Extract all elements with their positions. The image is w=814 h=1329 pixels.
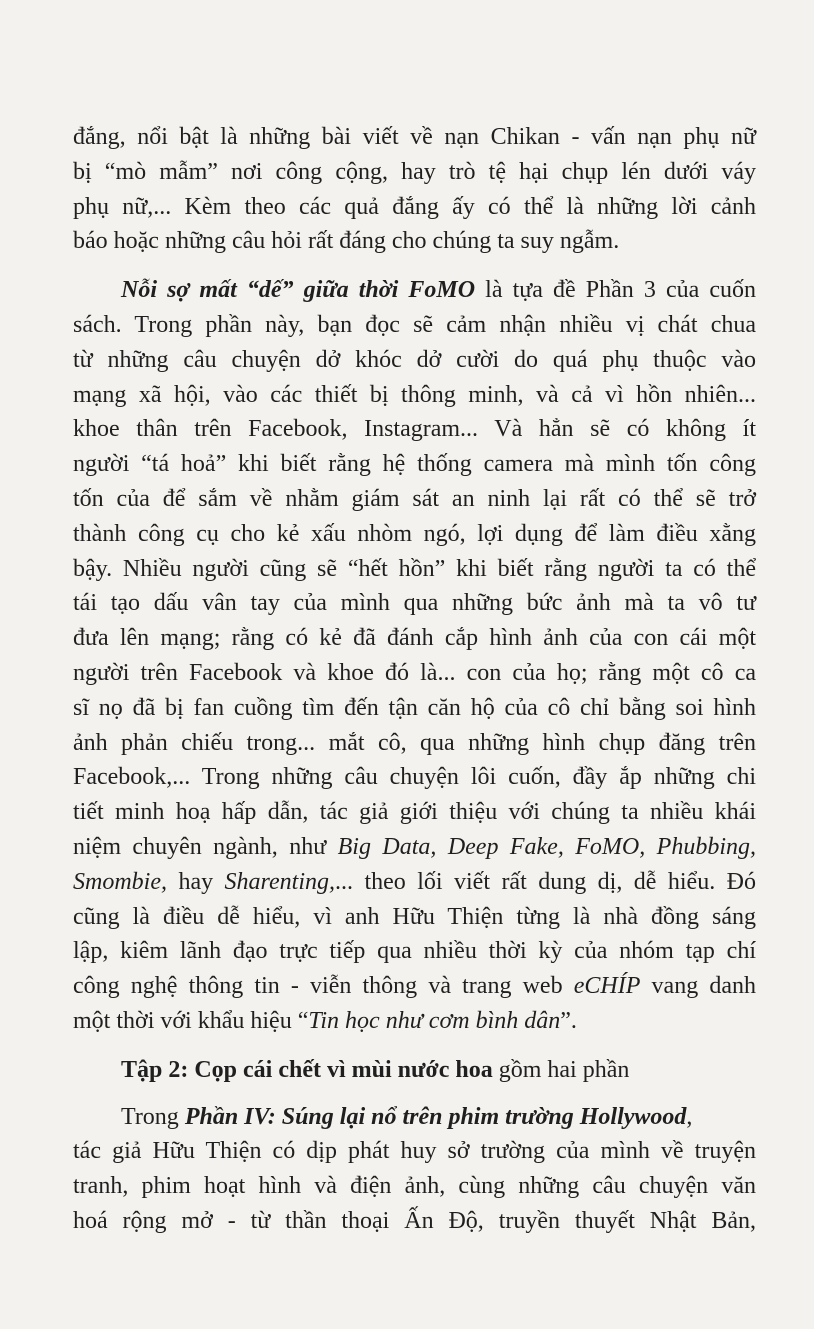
text-line: tác giả Hữu Thiện có dịp phát huy sở trường của mình về truyện xyxy=(73,1138,756,1165)
tap2-title: Tập 2: Cọp cái chết vì mùi nước hoa xyxy=(121,1056,493,1083)
text-line: Facebook,... Trong những câu chuyện lôi cuốn, đầy ắp những chi xyxy=(73,764,756,791)
text-line: báo hoặc những câu hỏi rất đáng cho chúng ta suy ngẫm. xyxy=(73,228,620,255)
text-line xyxy=(73,1100,756,1135)
text-line: cũng là điều dễ hiểu, vì anh Hữu Thiện từng là nhà đồng sáng xyxy=(73,903,756,930)
text-line: thành công cụ cho kẻ xấu nhòm ngó, lợi dụng để làm điều xằng xyxy=(73,520,756,547)
part3-paragraph xyxy=(73,273,756,1039)
text-segment: vang danh xyxy=(640,973,756,1000)
text-segment: một thời với khẩu hiệu “ xyxy=(73,1007,309,1034)
intro-paragraph xyxy=(73,120,756,259)
text-segment: ... theo lối viết rất dung dị, dễ hiểu. Đó xyxy=(334,868,756,895)
term-list: Big Data, Deep Fake, FoMO, Phubbing, xyxy=(337,833,756,860)
text-line: bậy. Nhiều người cũng sẽ “hết hồn” khi biết rằng người ta có thể xyxy=(73,555,756,582)
text-line xyxy=(73,1053,756,1088)
term-sharenting: Sharenting, xyxy=(224,868,335,895)
text-line xyxy=(73,969,756,1004)
term-echip: eCHÍP xyxy=(573,973,641,1000)
text-line: người “tá hoả” khi biết rằng hệ thống camera mà mình tốn công xyxy=(73,451,756,478)
text-line: đưa lên mạng; rằng có kẻ đã đánh cắp hình ảnh của con cái một xyxy=(73,625,756,652)
part3-title: Nỗi sợ mất “dế” giữa thời FoMO xyxy=(121,277,476,304)
text-segment: hay xyxy=(166,868,225,895)
text-segment: , xyxy=(686,1103,693,1130)
text-line: tốn của để sắm về nhằm giám sát an ninh lại rất có thể sẽ trở xyxy=(73,485,756,512)
text-line: phụ nữ,... Kèm theo các quả đắng ấy có thể là những lời cảnh xyxy=(73,193,756,220)
text-line xyxy=(73,865,756,900)
part4-title: Phần IV: Súng lại nổ trên phim trường Hollywood xyxy=(184,1103,687,1130)
text-segment: gồm hai phần xyxy=(492,1056,630,1083)
text-segment: công nghệ thông tin - viễn thông và trang web xyxy=(73,973,574,1000)
text-line xyxy=(73,273,756,308)
text-line: tranh, phim hoạt hình và điện ảnh, cùng những câu chuyện văn xyxy=(73,1173,756,1200)
text-line: người trên Facebook và khoe đó là... con của họ; rằng một cô ca xyxy=(73,659,756,686)
text-line: đắng, nổi bật là những bài viết về nạn Chikan - vấn nạn phụ nữ xyxy=(73,124,756,150)
text-line xyxy=(73,830,756,865)
part4-paragraph xyxy=(73,1100,756,1239)
text-segment: là tựa đề Phần 3 của cuốn xyxy=(475,277,757,304)
text-line: từ những câu chuyện dở khóc dở cười do quá phụ thuộc vào xyxy=(73,346,756,373)
text-line: lập, kiêm lãnh đạo trực tiếp qua nhiều thời kỳ của nhóm tạp chí xyxy=(73,938,756,965)
text-segment: Trong xyxy=(121,1103,185,1130)
text-line: hoá rộng mở - từ thần thoại Ấn Độ, truyền thuyết Nhật Bản, xyxy=(73,1207,756,1234)
text-segment: ”. xyxy=(560,1007,577,1034)
text-line: khoe thân trên Facebook, Instagram... Và hẳn sẽ có không ít xyxy=(73,416,756,443)
term-smombie: Smombie, xyxy=(73,868,167,895)
tap2-heading-paragraph xyxy=(73,1053,756,1088)
slogan: Tin học như cơm bình dân xyxy=(308,1007,561,1034)
text-line: tiết minh hoạ hấp dẫn, tác giả giới thiệu với chúng ta nhiều khái xyxy=(73,799,756,826)
text-line: sĩ nọ đã bị fan cuồng tìm đến tận căn hộ của cô chỉ bằng soi hình xyxy=(73,694,756,721)
text-line: mạng xã hội, vào các thiết bị thông minh, và cả vì hồn nhiên... xyxy=(73,381,756,408)
text-line: bị “mò mẫm” nơi công cộng, hay trò tệ hại chụp lén dưới váy xyxy=(73,158,756,185)
text-line xyxy=(73,1004,756,1039)
text-segment: niệm chuyên ngành, như xyxy=(73,833,338,860)
text-line: tái tạo dấu vân tay của mình qua những bức ảnh mà ta vô tư xyxy=(73,590,756,617)
text-line: sách. Trong phần này, bạn đọc sẽ cảm nhận nhiều vị chát chua xyxy=(73,311,756,338)
text-line: ảnh phản chiếu trong... mắt cô, qua những hình chụp đăng trên xyxy=(73,729,756,756)
